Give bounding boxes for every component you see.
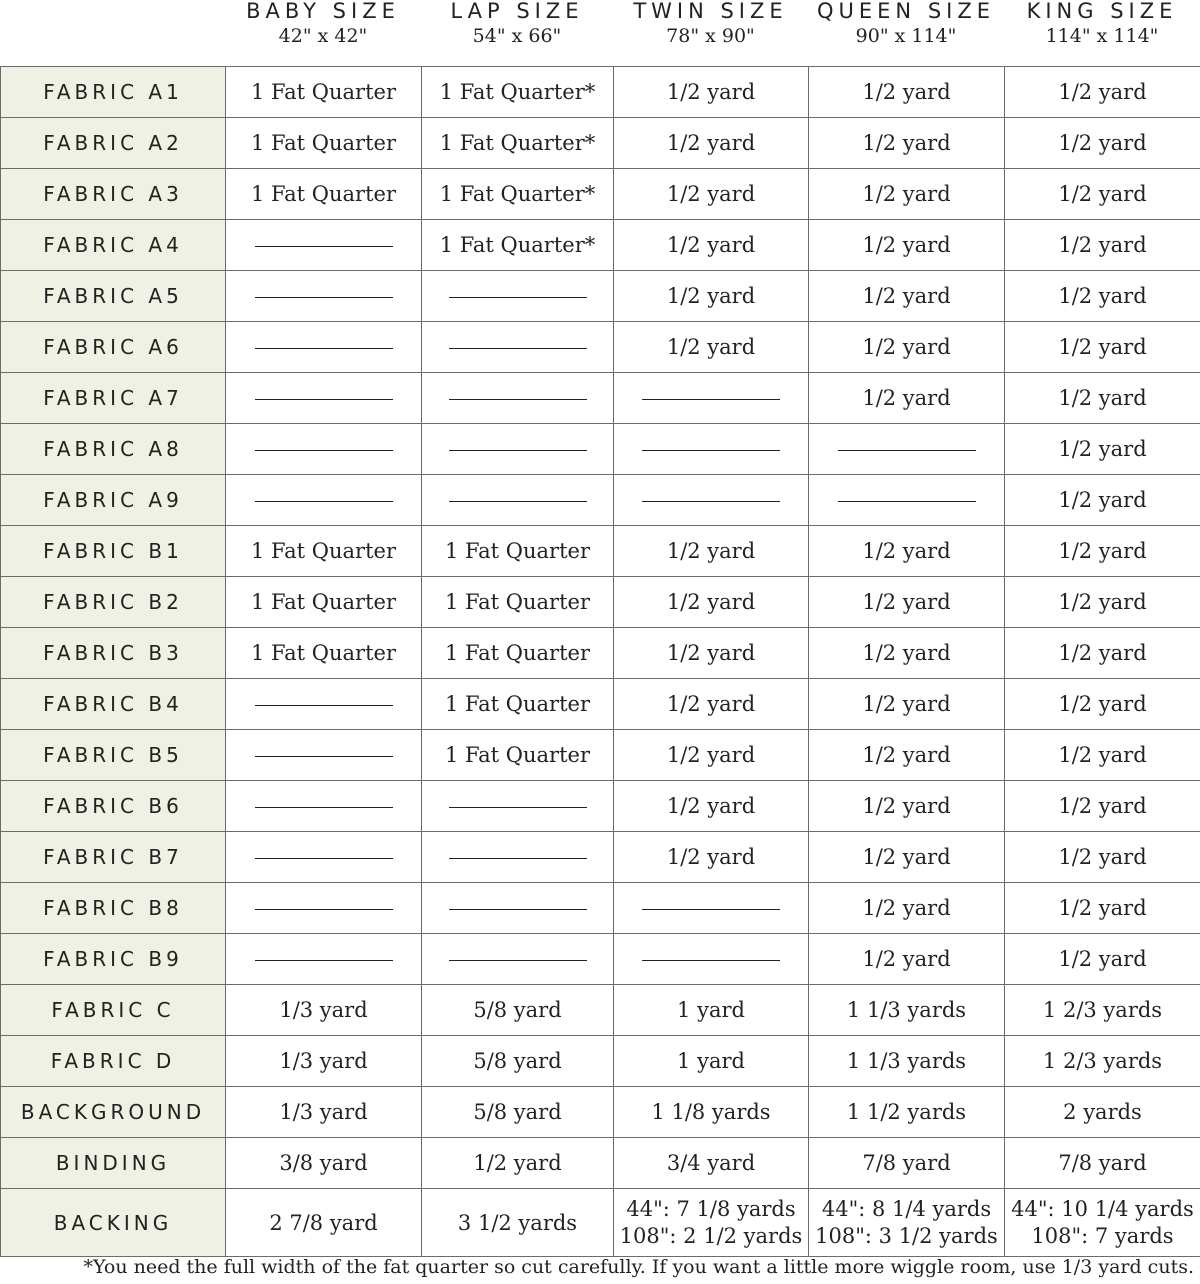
empty-cell [422, 475, 614, 526]
not-needed-line [255, 501, 393, 502]
amount-cell: 3 1/2 yards [422, 1189, 614, 1257]
amount-cell: 1/2 yard [1005, 373, 1200, 424]
amount-cell: 1 Fat Quarter [226, 67, 422, 118]
fabric-label: FABRIC B5 [1, 730, 226, 781]
amount-cell: 1/2 yard [1005, 628, 1200, 679]
amount-cell: 1/2 yard [614, 577, 809, 628]
table-row [1, 169, 1200, 220]
amount-cell: 1 Fat Quarter* [422, 220, 614, 271]
empty-cell [226, 322, 422, 373]
amount-cell: 1/2 yard [1005, 475, 1200, 526]
empty-cell [422, 271, 614, 322]
fabric-label: FABRIC A1 [1, 67, 226, 118]
amount-line: 108": 2 1/2 yards [619, 1223, 803, 1248]
amount-cell: 1 1/2 yards [809, 1087, 1005, 1138]
empty-cell [422, 781, 614, 832]
amount-cell: 1/2 yard [614, 628, 809, 679]
amount-cell: 1/2 yard [1005, 220, 1200, 271]
column-header [225, 0, 421, 50]
amount-cell: 1/2 yard [1005, 781, 1200, 832]
amount-cell: 1 Fat Quarter* [422, 67, 614, 118]
amount-cell: 1 Fat Quarter* [422, 118, 614, 169]
amount-cell: 1 Fat Quarter [422, 577, 614, 628]
empty-cell [226, 220, 422, 271]
amount-cell: 1/2 yard [614, 271, 809, 322]
size-dimensions: 54" x 66" [472, 25, 562, 47]
empty-cell [614, 424, 809, 475]
amount-cell: 1/2 yard [1005, 679, 1200, 730]
not-needed-line [642, 501, 780, 502]
not-needed-line [255, 399, 393, 400]
size-name: QUEEN SIZE [817, 0, 995, 23]
table-row [1, 985, 1200, 1036]
not-needed-line [449, 297, 587, 298]
footnote: *You need the full width of the fat quarter so cut carefully. If you want a little more wiggle room, use 1/3 yard cuts. [83, 1256, 1194, 1278]
not-needed-line [255, 807, 393, 808]
amount-cell: 1 2/3 yards [1005, 985, 1200, 1036]
fabric-label: BACKGROUND [1, 1087, 226, 1138]
table-row [1, 577, 1200, 628]
amount-cell: 1/2 yard [1005, 271, 1200, 322]
empty-cell [809, 424, 1005, 475]
amount-cell: 1/2 yard [809, 832, 1005, 883]
amount-cell: 1/2 yard [809, 577, 1005, 628]
table-row [1, 730, 1200, 781]
empty-cell [422, 322, 614, 373]
not-needed-line [838, 450, 976, 451]
not-needed-line [449, 501, 587, 502]
amount-cell: 1/3 yard [226, 1087, 422, 1138]
amount-cell: 1/2 yard [809, 934, 1005, 985]
not-needed-line [449, 450, 587, 451]
table-row [1, 526, 1200, 577]
not-needed-line [255, 858, 393, 859]
amount-cell: 1 yard [614, 985, 809, 1036]
not-needed-line [449, 399, 587, 400]
fabric-label: FABRIC B7 [1, 832, 226, 883]
not-needed-line [838, 501, 976, 502]
amount-cell: 1 Fat Quarter [226, 169, 422, 220]
amount-cell: 1/2 yard [614, 832, 809, 883]
empty-cell [422, 883, 614, 934]
not-needed-line [642, 399, 780, 400]
table-row [1, 424, 1200, 475]
fabric-label: FABRIC C [1, 985, 226, 1036]
column-header [808, 0, 1004, 50]
empty-cell [614, 373, 809, 424]
size-header-row [0, 0, 1200, 66]
fabric-label: FABRIC A3 [1, 169, 226, 220]
amount-cell: 1/2 yard [1005, 883, 1200, 934]
size-dimensions: 42" x 42" [278, 25, 368, 47]
amount-cell: 1/2 yard [614, 730, 809, 781]
amount-cell: 5/8 yard [422, 1087, 614, 1138]
empty-cell [226, 883, 422, 934]
amount-cell: 5/8 yard [422, 1036, 614, 1087]
amount-cell: 1 1/8 yards [614, 1087, 809, 1138]
not-needed-line [255, 960, 393, 961]
fabric-label: FABRIC A7 [1, 373, 226, 424]
size-name: KING SIZE [1026, 0, 1178, 23]
amount-cell: 1 Fat Quarter [226, 577, 422, 628]
not-needed-line [255, 909, 393, 910]
empty-cell [226, 373, 422, 424]
not-needed-line [449, 858, 587, 859]
empty-cell [226, 271, 422, 322]
empty-cell [422, 934, 614, 985]
size-name: BABY SIZE [246, 0, 400, 23]
amount-cell: 1/2 yard [614, 220, 809, 271]
column-header [421, 0, 613, 50]
amount-cell: 1 Fat Quarter [422, 526, 614, 577]
table-row [1, 1189, 1200, 1257]
table-row [1, 628, 1200, 679]
table-row [1, 1087, 1200, 1138]
empty-cell [226, 730, 422, 781]
fabric-label: FABRIC B9 [1, 934, 226, 985]
fabric-label: BACKING [1, 1189, 226, 1257]
amount-cell: 7/8 yard [1005, 1138, 1200, 1189]
amount-cell: 1/2 yard [809, 526, 1005, 577]
amount-cell: 1/2 yard [614, 781, 809, 832]
amount-cell: 5/8 yard [422, 985, 614, 1036]
amount-cell: 1 1/3 yards [809, 985, 1005, 1036]
not-needed-line [449, 807, 587, 808]
not-needed-line [255, 297, 393, 298]
amount-cell: 2 yards [1005, 1087, 1200, 1138]
amount-cell: 1/2 yard [1005, 424, 1200, 475]
amount-cell: 1/2 yard [1005, 118, 1200, 169]
amount-cell: 1/2 yard [809, 373, 1005, 424]
amount-cell: 3/8 yard [226, 1138, 422, 1189]
empty-cell [422, 424, 614, 475]
empty-cell [422, 832, 614, 883]
empty-cell [226, 475, 422, 526]
amount-cell: 1/2 yard [1005, 730, 1200, 781]
table-row [1, 322, 1200, 373]
amount-cell: 1/2 yard [614, 526, 809, 577]
not-needed-line [255, 756, 393, 757]
size-name: TWIN SIZE [633, 0, 788, 23]
amount-cell: 2 7/8 yard [226, 1189, 422, 1257]
amount-cell: 1/2 yard [809, 322, 1005, 373]
empty-cell [614, 475, 809, 526]
amount-line: 44": 10 1/4 yards [1011, 1196, 1194, 1221]
fabric-label: FABRIC A2 [1, 118, 226, 169]
fabric-label: FABRIC B2 [1, 577, 226, 628]
amount-cell: 1/2 yard [422, 1138, 614, 1189]
amount-cell: 1/2 yard [1005, 67, 1200, 118]
amount-cell: 1/2 yard [1005, 169, 1200, 220]
amount-line: 108": 3 1/2 yards [815, 1223, 998, 1248]
table-row [1, 1138, 1200, 1189]
table-row [1, 373, 1200, 424]
size-dimensions: 78" x 90" [666, 25, 755, 47]
table-row [1, 67, 1200, 118]
amount-cell-multiline [809, 1189, 1005, 1257]
empty-cell [614, 883, 809, 934]
table-row [1, 220, 1200, 271]
fabric-label: FABRIC A4 [1, 220, 226, 271]
amount-cell: 1/2 yard [614, 679, 809, 730]
not-needed-line [642, 450, 780, 451]
empty-cell [809, 475, 1005, 526]
size-dimensions: 114" x 114" [1045, 25, 1159, 47]
amount-line: 44": 7 1/8 yards [626, 1196, 796, 1221]
table-body [1, 67, 1200, 1257]
amount-cell: 1 Fat Quarter* [422, 169, 614, 220]
amount-cell: 1/3 yard [226, 985, 422, 1036]
amount-cell: 1/2 yard [614, 169, 809, 220]
amount-cell: 1/2 yard [809, 118, 1005, 169]
fabric-label: FABRIC A6 [1, 322, 226, 373]
table-row [1, 271, 1200, 322]
fabric-label: FABRIC A9 [1, 475, 226, 526]
amount-cell: 1 Fat Quarter [422, 679, 614, 730]
amount-cell: 1/2 yard [614, 322, 809, 373]
fabric-label: FABRIC B8 [1, 883, 226, 934]
table-row [1, 883, 1200, 934]
table-row [1, 1036, 1200, 1087]
amount-cell: 7/8 yard [809, 1138, 1005, 1189]
amount-cell: 1/2 yard [809, 220, 1005, 271]
amount-cell: 1/2 yard [809, 169, 1005, 220]
amount-cell: 1/2 yard [809, 628, 1005, 679]
amount-cell: 1/2 yard [1005, 934, 1200, 985]
fabric-label: FABRIC B6 [1, 781, 226, 832]
fabric-label: FABRIC A8 [1, 424, 226, 475]
amount-cell: 1/3 yard [226, 1036, 422, 1087]
amount-cell: 1/2 yard [809, 679, 1005, 730]
fabric-label: BINDING [1, 1138, 226, 1189]
not-needed-line [449, 960, 587, 961]
fabric-label: FABRIC D [1, 1036, 226, 1087]
amount-cell: 1 1/3 yards [809, 1036, 1005, 1087]
fabric-label: FABRIC A5 [1, 271, 226, 322]
amount-cell: 1/2 yard [1005, 322, 1200, 373]
column-header [1004, 0, 1200, 50]
amount-cell: 1/2 yard [614, 67, 809, 118]
not-needed-line [642, 909, 780, 910]
column-header [613, 0, 808, 50]
amount-cell: 1 2/3 yards [1005, 1036, 1200, 1087]
not-needed-line [642, 960, 780, 961]
table-row [1, 118, 1200, 169]
size-dimensions: 90" x 114" [855, 25, 957, 47]
amount-cell: 3/4 yard [614, 1138, 809, 1189]
empty-cell [614, 934, 809, 985]
not-needed-line [255, 705, 393, 706]
amount-cell: 1/2 yard [809, 730, 1005, 781]
amount-cell: 1 Fat Quarter [422, 628, 614, 679]
empty-cell [226, 934, 422, 985]
table-row [1, 475, 1200, 526]
amount-cell: 1/2 yard [1005, 526, 1200, 577]
amount-cell: 1 Fat Quarter [226, 628, 422, 679]
table-row [1, 679, 1200, 730]
amount-line: 44": 8 1/4 yards [821, 1196, 992, 1221]
not-needed-line [255, 348, 393, 349]
empty-cell [226, 832, 422, 883]
amount-cell: 1 yard [614, 1036, 809, 1087]
fabric-label: FABRIC B3 [1, 628, 226, 679]
amount-cell: 1/2 yard [809, 67, 1005, 118]
amount-cell: 1 Fat Quarter [226, 526, 422, 577]
amount-cell: 1/2 yard [614, 118, 809, 169]
not-needed-line [255, 246, 393, 247]
amount-cell: 1 Fat Quarter [422, 730, 614, 781]
not-needed-line [449, 348, 587, 349]
table-row [1, 781, 1200, 832]
empty-cell [422, 373, 614, 424]
amount-cell-multiline [614, 1189, 809, 1257]
table-row [1, 934, 1200, 985]
amount-cell: 1/2 yard [809, 883, 1005, 934]
amount-cell: 1/2 yard [809, 271, 1005, 322]
size-name: LAP SIZE [450, 0, 584, 23]
amount-cell-multiline [1005, 1189, 1200, 1257]
amount-cell: 1/2 yard [809, 781, 1005, 832]
amount-cell: 1/2 yard [1005, 832, 1200, 883]
table-row [1, 832, 1200, 883]
amount-cell: 1/2 yard [1005, 577, 1200, 628]
not-needed-line [449, 909, 587, 910]
empty-cell [226, 781, 422, 832]
empty-cell [226, 679, 422, 730]
fabric-requirements-table [0, 66, 1200, 1257]
amount-line: 108": 7 yards [1031, 1223, 1174, 1248]
not-needed-line [255, 450, 393, 451]
fabric-label: FABRIC B4 [1, 679, 226, 730]
fabric-label: FABRIC B1 [1, 526, 226, 577]
amount-cell: 1 Fat Quarter [226, 118, 422, 169]
empty-cell [226, 424, 422, 475]
